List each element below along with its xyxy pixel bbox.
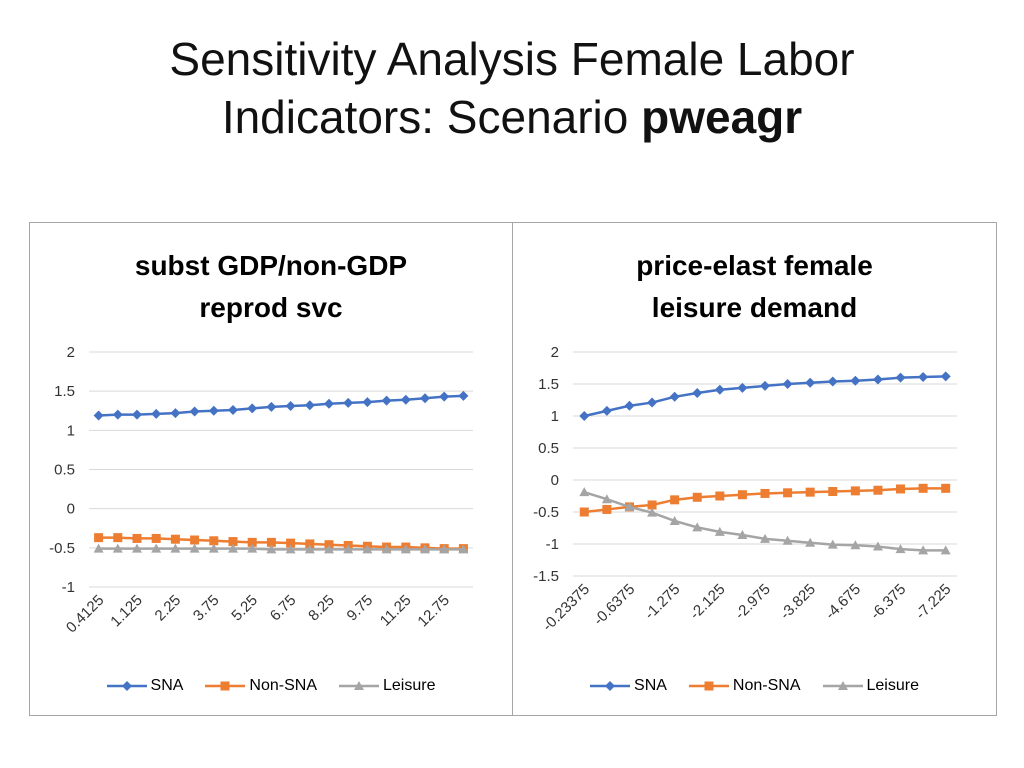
data-point-non-sna	[152, 534, 161, 543]
chart-title-left-line2: reprod svc	[199, 292, 343, 323]
data-point-non-sna	[693, 493, 702, 502]
legend-key-sna	[590, 680, 630, 692]
legend-swatch	[689, 680, 729, 692]
data-point-sna	[918, 372, 928, 382]
legend-swatch	[205, 680, 245, 692]
data-point-sna	[896, 373, 906, 383]
y-tick-label: -1	[61, 579, 75, 596]
data-point-sna	[324, 399, 334, 409]
data-point-sna	[670, 392, 680, 402]
chart-title-left-line1: subst GDP/non-GDP	[134, 250, 408, 281]
data-point-sna	[343, 398, 353, 408]
chart-legend-right	[513, 677, 996, 695]
data-point-sna	[805, 378, 815, 388]
data-point-sna	[266, 402, 276, 412]
chart-panel-left	[29, 222, 513, 716]
data-point-sna	[247, 403, 257, 413]
y-tick-label: 1	[550, 408, 559, 425]
data-point-non-sna	[919, 484, 928, 493]
x-tick-label: 8.25	[305, 591, 338, 625]
x-tick-label: -6.375	[867, 580, 910, 623]
data-point-non-sna	[941, 484, 950, 493]
chart-title-right-line2: leisure demand	[651, 292, 858, 323]
y-tick-label: 2	[66, 344, 75, 361]
data-point-sna	[228, 405, 238, 415]
legend-key-sna	[107, 680, 147, 692]
data-point-leisure	[579, 487, 589, 496]
legend-key-leisure	[339, 680, 379, 692]
data-point-non-sna	[873, 486, 882, 495]
data-point-non-sna	[828, 487, 837, 496]
legend-swatch	[590, 680, 630, 692]
data-point-sna	[647, 398, 657, 408]
data-point-non-sna	[602, 505, 611, 514]
x-tick-label: 2.25	[151, 591, 185, 625]
data-point-sna	[458, 391, 468, 401]
y-tick-label: 2	[550, 344, 559, 361]
data-point-sna	[439, 392, 449, 402]
legend-label: Non-SNA	[249, 677, 317, 694]
x-tick-label: 1.125	[107, 591, 146, 631]
data-point-sna	[579, 411, 589, 421]
data-point-sna	[760, 381, 770, 391]
legend-item-leisure	[823, 677, 919, 695]
chart-plot-right	[513, 223, 998, 717]
x-tick-label: 9.75	[343, 591, 377, 625]
legend-label: SNA	[150, 677, 184, 694]
legend-item-leisure	[339, 677, 435, 695]
x-tick-label: -0.23375	[539, 580, 594, 635]
x-tick-label: -1.275	[641, 580, 684, 623]
y-tick-label: -0.5	[49, 539, 75, 557]
data-point-sna	[209, 406, 219, 416]
data-point-non-sna	[171, 535, 180, 544]
data-point-sna	[190, 407, 200, 417]
y-tick-label: 1	[66, 422, 75, 440]
y-tick-label: 1.5	[54, 383, 75, 401]
legend-swatch	[107, 680, 147, 692]
x-tick-label: -2.975	[731, 580, 774, 623]
legend-marker	[605, 681, 615, 691]
legend-label: Leisure	[383, 677, 436, 694]
data-point-non-sna	[851, 486, 860, 495]
data-point-non-sna	[896, 484, 905, 493]
data-point-non-sna	[783, 488, 792, 497]
legend-swatch	[823, 680, 863, 692]
data-point-sna	[401, 395, 411, 405]
data-point-sna	[692, 388, 702, 398]
chart-plot-left	[30, 223, 514, 717]
data-point-non-sna	[580, 508, 589, 517]
data-point-sna	[382, 396, 392, 406]
x-tick-label: -3.825	[776, 580, 820, 623]
data-point-sna	[783, 379, 793, 389]
y-tick-label: 1.5	[538, 376, 559, 393]
legend-marker	[122, 681, 132, 691]
legend-key-non-sna	[205, 680, 245, 692]
legend-item-non-sna	[205, 677, 317, 695]
x-tick-label: 12.75	[414, 591, 454, 631]
slide-title-line1: Sensitivity Analysis Female Labor	[169, 33, 855, 85]
chart-title-right-line1: price-elast female	[636, 250, 873, 281]
slide-title-line2	[0, 88, 1024, 146]
legend-key-non-sna	[689, 680, 729, 692]
data-point-sna	[286, 401, 296, 411]
legend-key-leisure	[823, 680, 863, 692]
scenario-name: pweagr	[641, 91, 803, 143]
data-point-sna	[873, 375, 883, 385]
data-point-non-sna	[806, 488, 815, 497]
legend-swatch	[339, 680, 379, 692]
data-point-sna	[362, 397, 372, 407]
data-point-non-sna	[190, 536, 199, 545]
data-point-sna	[151, 409, 161, 419]
x-tick-label: 3.75	[189, 591, 223, 625]
x-tick-label: 5.25	[228, 591, 262, 625]
x-tick-label: 0.4125	[62, 591, 108, 637]
legend-item-non-sna	[689, 677, 801, 695]
data-point-sna	[132, 410, 142, 420]
y-tick-label: 0	[66, 500, 75, 518]
data-point-non-sna	[738, 490, 747, 499]
data-point-sna	[828, 376, 838, 386]
slide-title-prefix: Indicators: Scenario	[221, 91, 642, 143]
slide-title	[0, 30, 1024, 146]
data-point-non-sna	[761, 489, 770, 498]
y-tick-label: -1.5	[533, 568, 559, 585]
legend-marker	[221, 682, 230, 691]
chart-legend-left	[30, 677, 512, 695]
legend-item-sna	[590, 677, 667, 695]
data-point-non-sna	[715, 492, 724, 501]
data-point-sna	[94, 410, 104, 420]
data-point-sna	[624, 401, 634, 411]
legend-label: SNA	[634, 677, 667, 694]
data-point-non-sna	[94, 533, 103, 542]
x-tick-label: -2.125	[686, 580, 729, 623]
data-point-sna	[170, 408, 180, 418]
x-tick-label: -0.6375	[590, 580, 639, 629]
data-point-sna	[113, 410, 123, 420]
x-tick-label: 6.75	[266, 591, 300, 625]
legend-label: Leisure	[866, 677, 919, 694]
x-tick-label: -7.225	[912, 580, 955, 623]
y-tick-label: 0.5	[54, 461, 75, 479]
y-tick-label: 0.5	[538, 440, 559, 457]
data-point-non-sna	[113, 533, 122, 542]
data-point-sna	[941, 371, 951, 381]
legend-marker	[704, 682, 713, 691]
x-tick-label: -4.675	[822, 580, 865, 623]
legend-label: Non-SNA	[732, 677, 801, 694]
data-point-sna	[420, 393, 430, 403]
legend-item-sna	[107, 677, 184, 695]
data-point-non-sna	[670, 495, 679, 504]
data-point-sna	[715, 385, 725, 395]
data-point-sna	[305, 400, 315, 410]
data-point-sna	[602, 406, 612, 416]
x-tick-label: 11.25	[376, 591, 415, 630]
y-tick-label: 0	[550, 472, 559, 489]
y-tick-label: -1	[545, 536, 559, 553]
data-point-non-sna	[133, 534, 142, 543]
y-tick-label: -0.5	[533, 504, 559, 521]
chart-panel-right	[512, 222, 997, 716]
